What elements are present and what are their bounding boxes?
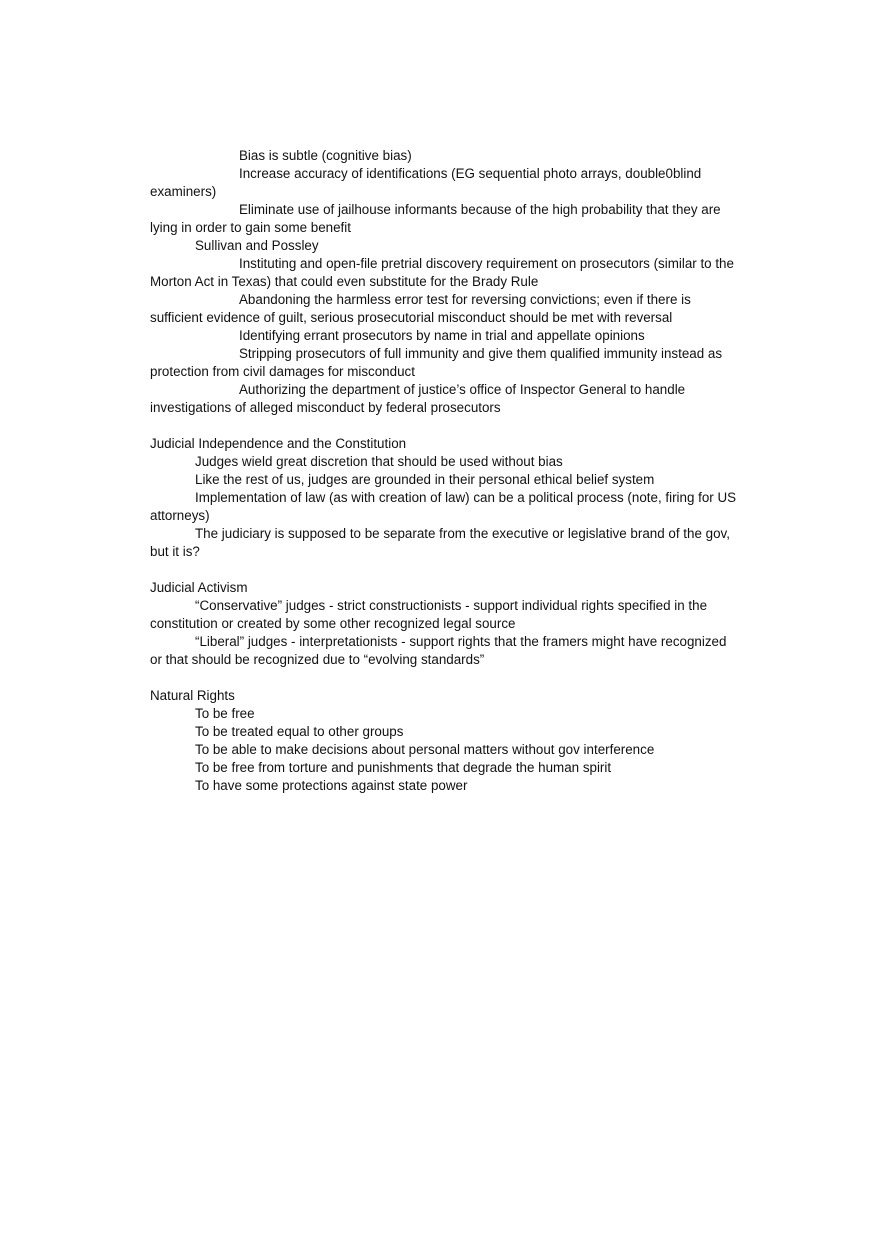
note-item: To have some protections against state power xyxy=(195,778,468,793)
note-item: Eliminate use of jailhouse informants because of the high probability that they are lying in order to gain some benefit xyxy=(150,202,721,235)
section-heading: Judicial Activism xyxy=(150,580,248,595)
note-item: Identifying errant prosecutors by name in trial and appellate opinions xyxy=(239,328,645,343)
note-item: Instituting and open-file pretrial discovery requirement on prosecutors (similar to the Morton Act in Texas) that could even substitute for the Brady Rule xyxy=(150,256,734,289)
note-item: Stripping prosecutors of full immunity and give them qualified immunity instead as protection from civil damages for misconduct xyxy=(150,346,723,379)
note-item: To be free from torture and punishments that degrade the human spirit xyxy=(195,760,612,775)
section-heading: Natural Rights xyxy=(150,688,235,703)
note-item: “Liberal” judges - interpretationists - support rights that the framers might have recognized or that should be recognized due to “evolving standards” xyxy=(150,634,727,667)
note-item: To be free xyxy=(195,706,255,721)
note-item: Increase accuracy of identifications (EG sequential photo arrays, double0blind examiners) xyxy=(150,166,702,199)
note-item: “Conservative” judges - strict constructionists - support individual rights specified in the constitution or created by some other recognized legal source xyxy=(150,598,708,631)
note-item: Judges wield great discretion that should be used without bias xyxy=(195,454,563,469)
note-item: Implementation of law (as with creation of law) can be a political process (note, firing for US attorneys) xyxy=(150,490,737,523)
note-item: The judiciary is supposed to be separate from the executive or legislative brand of the gov, but it is? xyxy=(150,526,730,559)
note-item: To be able to make decisions about personal matters without gov interference xyxy=(195,742,655,757)
note-item: Like the rest of us, judges are grounded in their personal ethical belief system xyxy=(195,472,655,487)
note-item: Bias is subtle (cognitive bias) xyxy=(239,148,412,163)
section-heading: Judicial Independence and the Constitution xyxy=(150,436,407,451)
note-item: To be treated equal to other groups xyxy=(195,724,404,739)
subheading-sullivan-possley: Sullivan and Possley xyxy=(195,238,319,253)
section-spacer xyxy=(150,417,740,435)
section-spacer xyxy=(150,561,740,579)
note-item: Authorizing the department of justice’s office of Inspector General to handle investigations of alleged misconduct by federal prosecutors xyxy=(150,382,686,415)
note-item: Abandoning the harmless error test for reversing convictions; even if there is sufficient evidence of guilt, serious prosecutorial misconduct should be met with reversal xyxy=(150,292,691,325)
document-body xyxy=(150,147,740,795)
section-spacer xyxy=(150,669,740,687)
